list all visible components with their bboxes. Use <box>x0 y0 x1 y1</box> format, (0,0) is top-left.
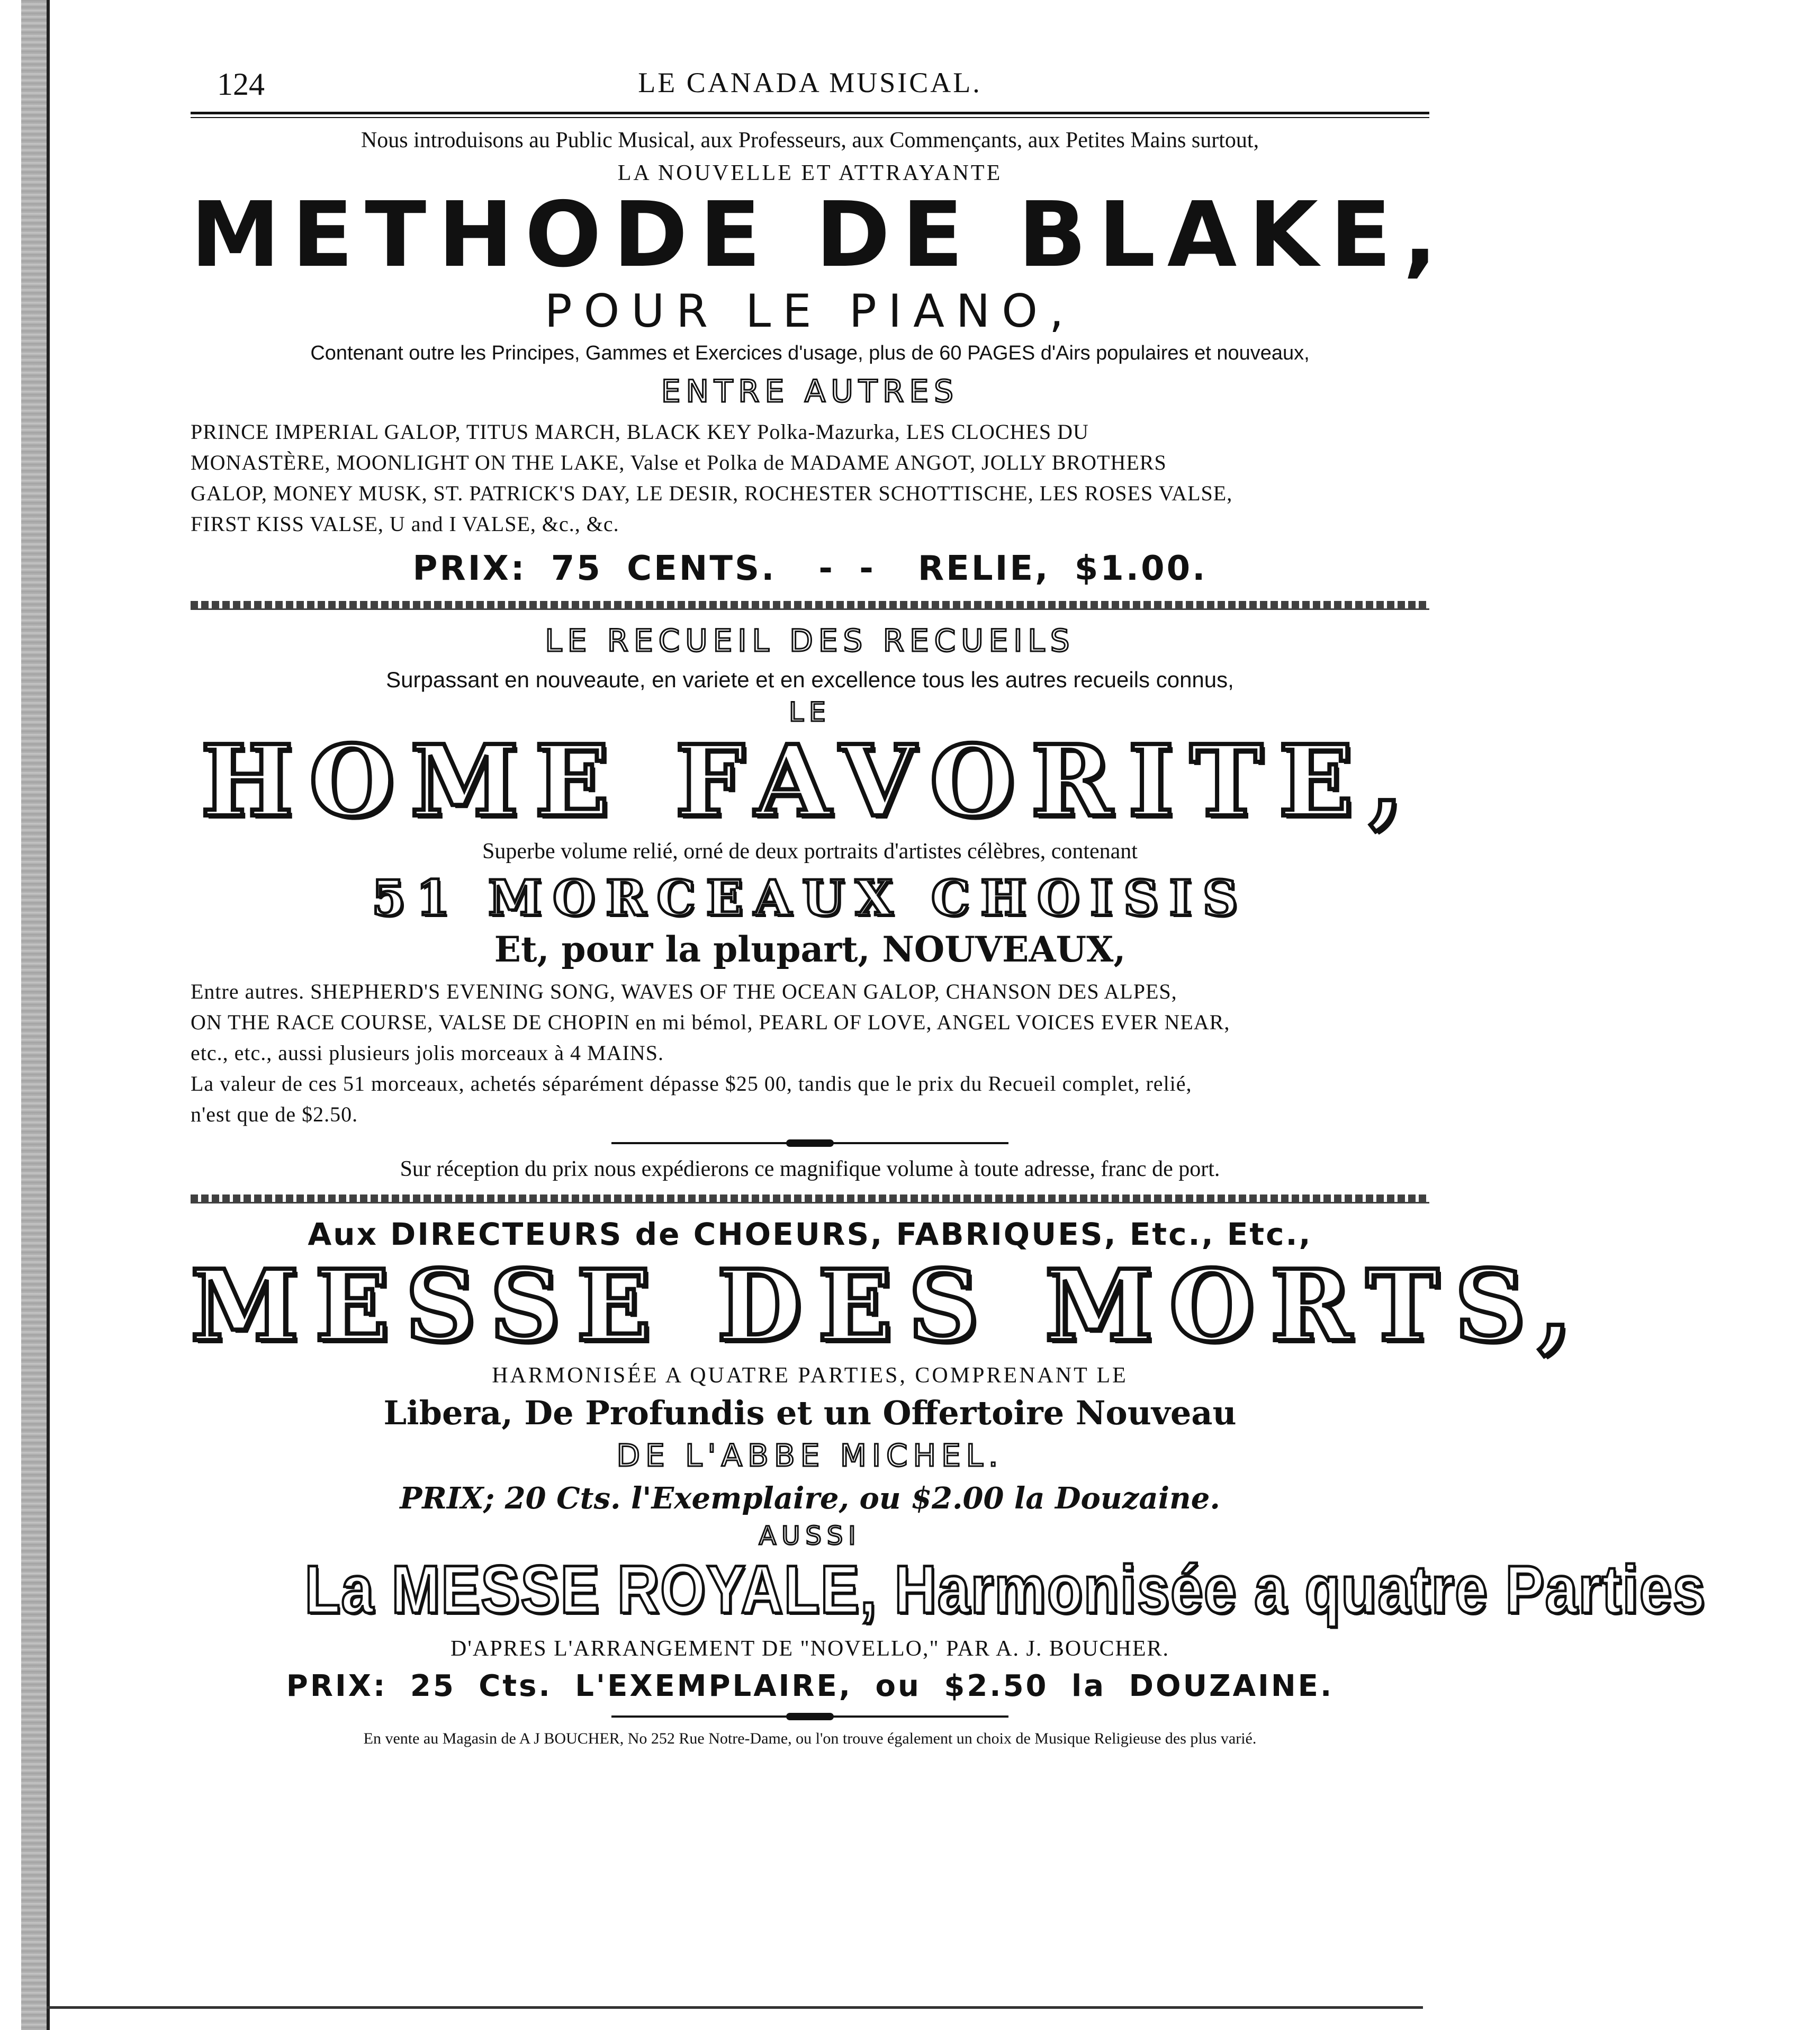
ad-home-favorite <box>191 623 1429 1182</box>
page-number: 124 <box>217 67 265 102</box>
home-heading: LE RECUEIL DES RECUEILS <box>545 623 1075 659</box>
blake-price: PRIX: 75 CENTS. <box>412 549 777 588</box>
page-binding-edge <box>21 0 48 2030</box>
home-list-line: ON THE RACE COURSE, VALSE DE CHOPIN en mi bémol, PEARL OF LOVE, ANGEL VOICES EVER NEAR, <box>191 1010 1230 1034</box>
blake-pieces-line: GALOP, MONEY MUSK, ST. PATRICK'S DAY, LE DESIR, ROCHESTER SCHOTTISCHE, LES ROSES VALSE, <box>191 481 1233 505</box>
messe-also: AUSSI <box>759 1521 861 1551</box>
home-headline: HOME FAVORITE, <box>201 723 1419 839</box>
home-description: Superbe volume relié, orné de deux portraits d'artistes célèbres, contenant <box>482 839 1138 864</box>
journal-title: LE CANADA MUSICAL. <box>638 67 982 98</box>
home-shipping: Sur réception du prix nous expédierons ce magnifique volume à toute adresse, franc de port. <box>400 1156 1220 1181</box>
home-value-line: La valeur de ces 51 morceaux, achetés séparément dépasse $25 00, tandis que le prix du Recueil complet, relié, <box>191 1071 1192 1095</box>
ad-methode-de-blake <box>191 128 1449 588</box>
messe-arrangement: D'APRES L'ARRANGEMENT DE "NOVELLO," PAR A. J. BOUCHER. <box>450 1637 1170 1661</box>
ornament-divider <box>191 1713 1429 1720</box>
blake-price-row <box>191 549 1429 588</box>
binding-rule <box>47 0 50 2030</box>
running-header <box>191 50 1429 109</box>
blake-price-bound: RELIE, $1.00. <box>917 549 1208 588</box>
blake-lead: LA NOUVELLE ET ATTRAYANTE <box>617 161 1003 185</box>
blake-pieces <box>191 417 1429 540</box>
home-sub: Et, pour la plupart, NOUVEAUX, <box>494 928 1126 970</box>
home-list-line: etc., etc., aussi plusieurs jolis morceaux à 4 MAINS. <box>191 1040 664 1065</box>
home-article: LE <box>789 697 831 727</box>
home-list <box>191 976 1429 1130</box>
messe-headline: MESSE DES MORTS, <box>191 1247 1588 1363</box>
messe-price: PRIX; 20 Cts. l'Exemplaire, ou $2.00 la Douzaine. <box>400 1481 1220 1516</box>
blake-headline: METHODE DE BLAKE, <box>191 183 1449 288</box>
page-content <box>191 50 1706 1748</box>
home-count: 51 MORCEAUX CHOISIS <box>371 869 1249 927</box>
header-rule <box>191 112 1429 118</box>
messe-price-royale: PRIX: 25 Cts. L'EXEMPLAIRE, ou $2.50 la DOUZAINE. <box>286 1669 1334 1703</box>
home-tagline: Surpassant en nouveaute, en variete et en excellence tous les autres recueils connus, <box>386 667 1234 692</box>
home-value-line: n'est que de $2.50. <box>191 1102 358 1126</box>
blake-among: ENTRE AUTRES <box>661 373 959 409</box>
messe-harmonized: HARMONISÉE A QUATRE PARTIES, COMPRENANT LE <box>492 1363 1128 1388</box>
blake-pieces-line: MONASTÈRE, MOONLIGHT ON THE LAKE, Valse et Polka de MADAME ANGOT, JOLLY BROTHERS <box>191 451 1167 474</box>
section-divider <box>191 1194 1429 1203</box>
messe-parts: Libera, De Profundis et un Offertoire Nouveau <box>383 1394 1237 1432</box>
blake-pieces-line: PRINCE IMPERIAL GALOP, TITUS MARCH, BLACK KEY Polka-Mazurka, LES CLOCHES DU <box>191 420 1089 444</box>
blake-intro: Nous introduisons au Public Musical, aux Professeurs, aux Commençants, aux Petites Mains surtout, <box>361 128 1259 152</box>
messe-audience: Aux DIRECTEURS de CHOEURS, FABRIQUES, Etc., Etc., <box>308 1216 1312 1252</box>
section-divider <box>191 601 1429 610</box>
blake-contents: Contenant outre les Principes, Gammes et Exercices d'usage, plus de 60 PAGES d'Airs populaires et nouveaux, <box>310 342 1310 364</box>
sales-notice: En vente au Magasin de A J BOUCHER, No 252 Rue Notre-Dame, ou l'on trouve également un choix de Musique Religieuse des plus varié. <box>363 1730 1257 1747</box>
ad-messe-des-morts <box>191 1216 1706 1748</box>
home-list-line: Entre autres. SHEPHERD'S EVENING SONG, WAVES OF THE OCEAN GALOP, CHANSON DES ALPES, <box>191 979 1177 1003</box>
blake-price-separator: - - <box>818 549 876 588</box>
ornament-divider <box>191 1139 1429 1147</box>
messe-author: DE L'ABBE MICHEL. <box>616 1438 1004 1474</box>
bottom-rule <box>47 2006 1423 2009</box>
blake-pieces-line: FIRST KISS VALSE, U and I VALSE, &c., &c. <box>191 512 619 536</box>
messe-royale: La MESSE ROYALE, Harmonisée a quatre Parties <box>304 1552 1706 1628</box>
messe-royale-row <box>191 1551 1706 1629</box>
blake-subhead: POUR LE PIANO, <box>544 285 1076 338</box>
